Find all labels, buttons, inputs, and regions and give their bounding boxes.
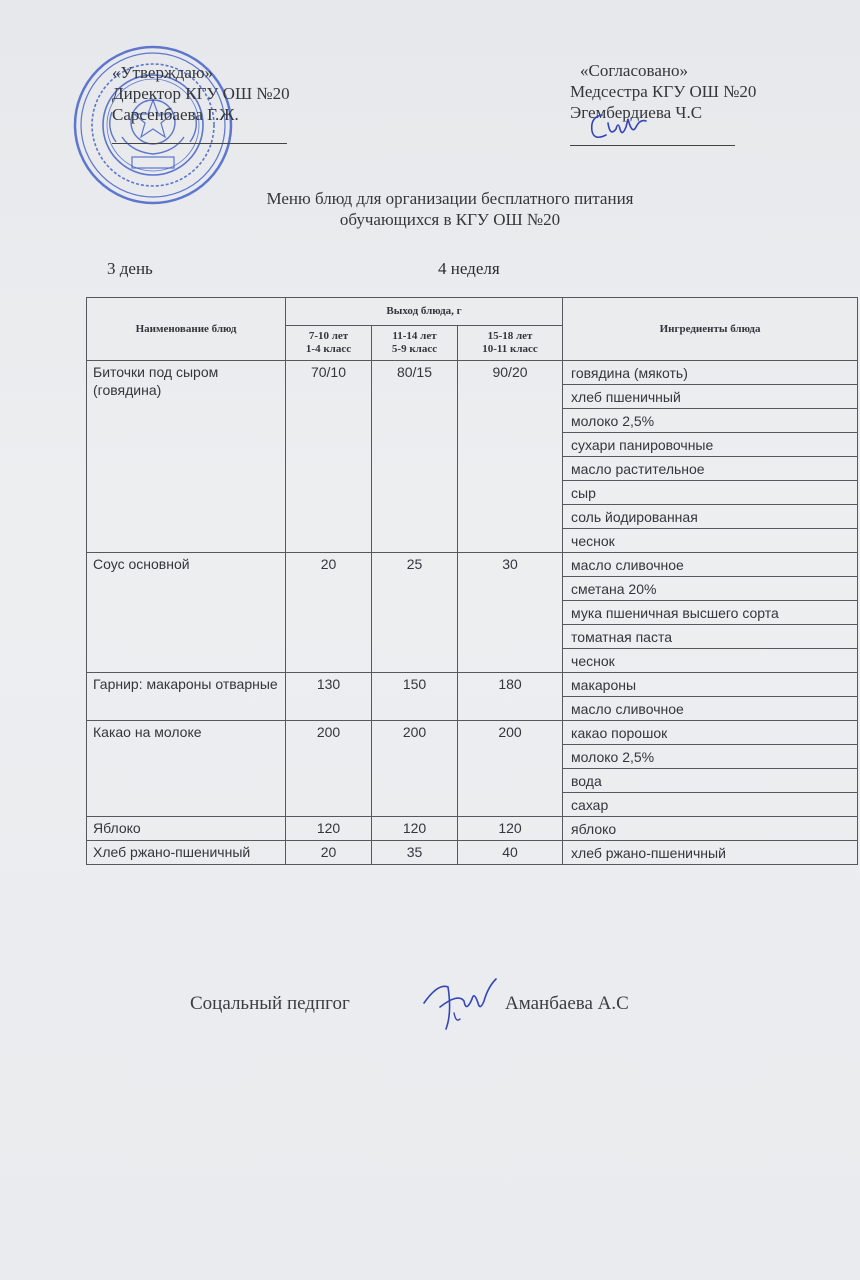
dish-name: Яблоко [87,817,286,841]
dish-name: Гарнир: макароны отварные [87,673,286,721]
approval-signature-line [112,125,287,144]
dish-yield: 80/15 [372,361,458,553]
footer-name: Аманбаева А.С [505,993,629,1014]
agreement-label: «Согласовано» [580,61,688,80]
ingredient: какао порошок [563,721,858,745]
header-age-group: 15-18 лет 10-11 класс [458,326,563,361]
dish-name: Какао на молоке [87,721,286,817]
ingredient: сыр [563,481,858,505]
ingredient: томатная паста [563,625,858,649]
title-line-1: Меню блюд для организации бесплатного питания [266,189,634,208]
approval-block [112,62,290,144]
ingredient: макароны [563,673,858,697]
week-label: 4 неделя [438,259,500,278]
footer-signature [190,993,629,1015]
ingredient: мука пшеничная высшего сорта [563,601,858,625]
header-age-group: 7-10 лет 1-4 класс [286,326,372,361]
ingredient: масло сливочное [563,553,858,577]
title-line-2: обучающихся в КГУ ОШ №20 [339,210,561,229]
ingredient: соль йодированная [563,505,858,529]
table-row [87,817,858,841]
header-dish-name: Наименование блюд [87,298,286,361]
ingredient: молоко 2,5% [563,409,858,433]
dish-yield: 20 [286,553,372,673]
menu-table-body [87,361,858,865]
agreement-name: Эгембердиева Ч.С [570,103,703,122]
dish-yield: 40 [458,841,563,865]
table-row [87,553,858,577]
dish-yield: 35 [372,841,458,865]
header-age-group: 11-14 лет 5-9 класс [372,326,458,361]
dish-name: Хлеб ржано-пшеничный [87,841,286,865]
header-ingredients: Ингредиенты блюда [563,298,858,361]
ingredient: хлеб ржано-пшеничный [563,841,858,865]
dish-name: Биточки под сыром (говядина) [87,361,286,553]
dish-yield: 180 [458,673,563,721]
table-row [87,361,858,385]
nurse-signature [588,107,648,145]
menu-table [86,297,858,865]
ingredient: вода [563,769,858,793]
ingredient: хлеб пшеничный [563,385,858,409]
ingredient: сахар [563,793,858,817]
dish-yield: 150 [372,673,458,721]
agreement-block [570,60,756,146]
agreement-position: Медсестра КГУ ОШ №20 [570,82,757,101]
approval-name: Сарсенбаева Г.Ж. [112,105,239,124]
ingredient: чеснок [563,529,858,553]
dish-name: Соус основной [87,553,286,673]
approval-position: Директор КГУ ОШ №20 [112,84,290,103]
ingredient: масло сливочное [563,697,858,721]
ingredient: говядина (мякоть) [563,361,858,385]
dish-yield: 90/20 [458,361,563,553]
table-row [87,721,858,745]
dish-yield: 200 [372,721,458,817]
agreement-signature-line [570,127,735,146]
dish-yield: 130 [286,673,372,721]
dish-yield: 200 [286,721,372,817]
footer-role: Соцальный педпгог [190,993,350,1014]
ingredient: чеснок [563,649,858,673]
ingredient: сухари панировочные [563,433,858,457]
dish-yield: 120 [372,817,458,841]
document-title [200,188,700,230]
dish-yield: 120 [286,817,372,841]
dish-yield: 25 [372,553,458,673]
day-label: 3 день [107,259,153,278]
dish-yield: 120 [458,817,563,841]
dish-yield: 70/10 [286,361,372,553]
table-row [87,841,858,865]
table-row [87,673,858,697]
header-yield: Выход блюда, г [286,298,563,326]
social-pedagogue-signature [418,973,498,1035]
ingredient: сметана 20% [563,577,858,601]
ingredient: молоко 2,5% [563,745,858,769]
dish-yield: 200 [458,721,563,817]
ingredient: яблоко [563,817,858,841]
ingredient: масло растительное [563,457,858,481]
approval-label: «Утверждаю» [112,63,214,82]
dish-yield: 20 [286,841,372,865]
dish-yield: 30 [458,553,563,673]
